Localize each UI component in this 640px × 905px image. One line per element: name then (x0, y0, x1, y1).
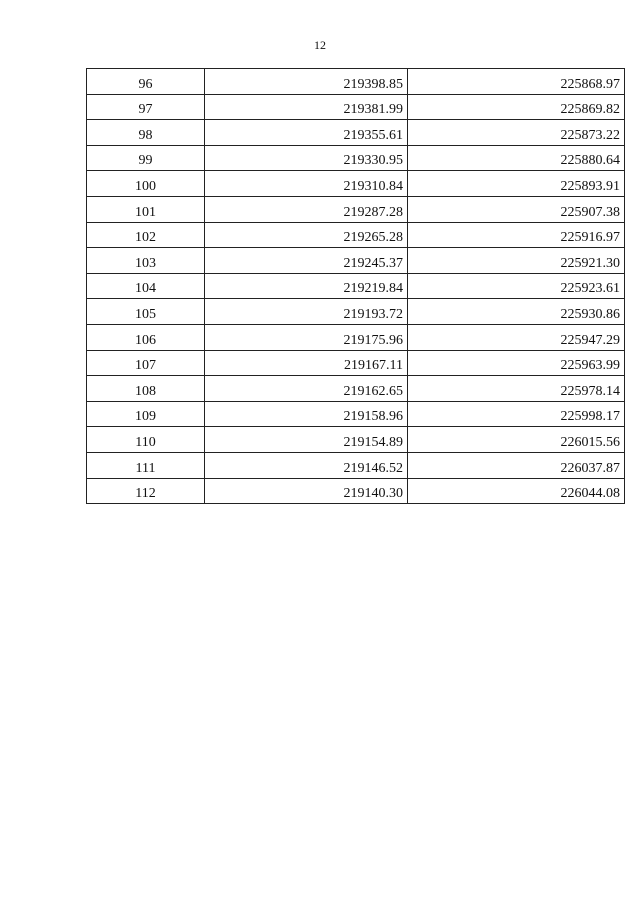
point-number-cell: 107 (87, 350, 205, 376)
x-coordinate-cell: 219287.28 (205, 196, 408, 222)
y-coordinate-cell: 225947.29 (408, 324, 625, 350)
point-number-cell: 109 (87, 401, 205, 427)
table-row (87, 452, 625, 478)
y-coordinate-cell: 226044.08 (408, 478, 625, 504)
table-row (87, 427, 625, 453)
table-row (87, 478, 625, 504)
page-number: 12 (314, 38, 326, 52)
point-number-cell: 112 (87, 478, 205, 504)
x-coordinate-cell: 219167.11 (205, 350, 408, 376)
x-coordinate-cell: 219193.72 (205, 299, 408, 325)
point-number-cell: 99 (87, 145, 205, 171)
y-coordinate-cell: 225978.14 (408, 376, 625, 402)
point-number-cell: 101 (87, 196, 205, 222)
y-coordinate-cell: 226037.87 (408, 452, 625, 478)
point-number-cell: 100 (87, 171, 205, 197)
y-coordinate-cell: 225868.97 (408, 69, 625, 95)
x-coordinate-cell: 219162.65 (205, 376, 408, 402)
point-number-cell: 108 (87, 376, 205, 402)
y-coordinate-cell: 225923.61 (408, 273, 625, 299)
table-row (87, 273, 625, 299)
table-row (87, 222, 625, 248)
x-coordinate-cell: 219355.61 (205, 120, 408, 146)
y-coordinate-cell: 225930.86 (408, 299, 625, 325)
point-number-cell: 110 (87, 427, 205, 453)
coordinates-table-body (87, 69, 625, 504)
x-coordinate-cell: 219381.99 (205, 94, 408, 120)
point-number-cell: 111 (87, 452, 205, 478)
x-coordinate-cell: 219245.37 (205, 248, 408, 274)
point-number-cell: 106 (87, 324, 205, 350)
table-row (87, 145, 625, 171)
y-coordinate-cell: 225873.22 (408, 120, 625, 146)
table-row (87, 196, 625, 222)
table-row (87, 69, 625, 95)
y-coordinate-cell: 225998.17 (408, 401, 625, 427)
coordinates-table (86, 68, 625, 504)
x-coordinate-cell: 219265.28 (205, 222, 408, 248)
x-coordinate-cell: 219158.96 (205, 401, 408, 427)
y-coordinate-cell: 226015.56 (408, 427, 625, 453)
x-coordinate-cell: 219330.95 (205, 145, 408, 171)
x-coordinate-cell: 219310.84 (205, 171, 408, 197)
y-coordinate-cell: 225916.97 (408, 222, 625, 248)
table-row (87, 299, 625, 325)
table-row (87, 350, 625, 376)
point-number-cell: 97 (87, 94, 205, 120)
y-coordinate-cell: 225893.91 (408, 171, 625, 197)
y-coordinate-cell: 225869.82 (408, 94, 625, 120)
x-coordinate-cell: 219398.85 (205, 69, 408, 95)
table-row (87, 120, 625, 146)
point-number-cell: 98 (87, 120, 205, 146)
y-coordinate-cell: 225880.64 (408, 145, 625, 171)
point-number-cell: 105 (87, 299, 205, 325)
x-coordinate-cell: 219140.30 (205, 478, 408, 504)
y-coordinate-cell: 225963.99 (408, 350, 625, 376)
y-coordinate-cell: 225907.38 (408, 196, 625, 222)
table-row (87, 401, 625, 427)
x-coordinate-cell: 219154.89 (205, 427, 408, 453)
table-row (87, 248, 625, 274)
point-number-cell: 96 (87, 69, 205, 95)
table-row (87, 171, 625, 197)
point-number-cell: 103 (87, 248, 205, 274)
point-number-cell: 102 (87, 222, 205, 248)
table-row (87, 94, 625, 120)
point-number-cell: 104 (87, 273, 205, 299)
x-coordinate-cell: 219219.84 (205, 273, 408, 299)
table-row (87, 324, 625, 350)
y-coordinate-cell: 225921.30 (408, 248, 625, 274)
table-row (87, 376, 625, 402)
x-coordinate-cell: 219146.52 (205, 452, 408, 478)
x-coordinate-cell: 219175.96 (205, 324, 408, 350)
